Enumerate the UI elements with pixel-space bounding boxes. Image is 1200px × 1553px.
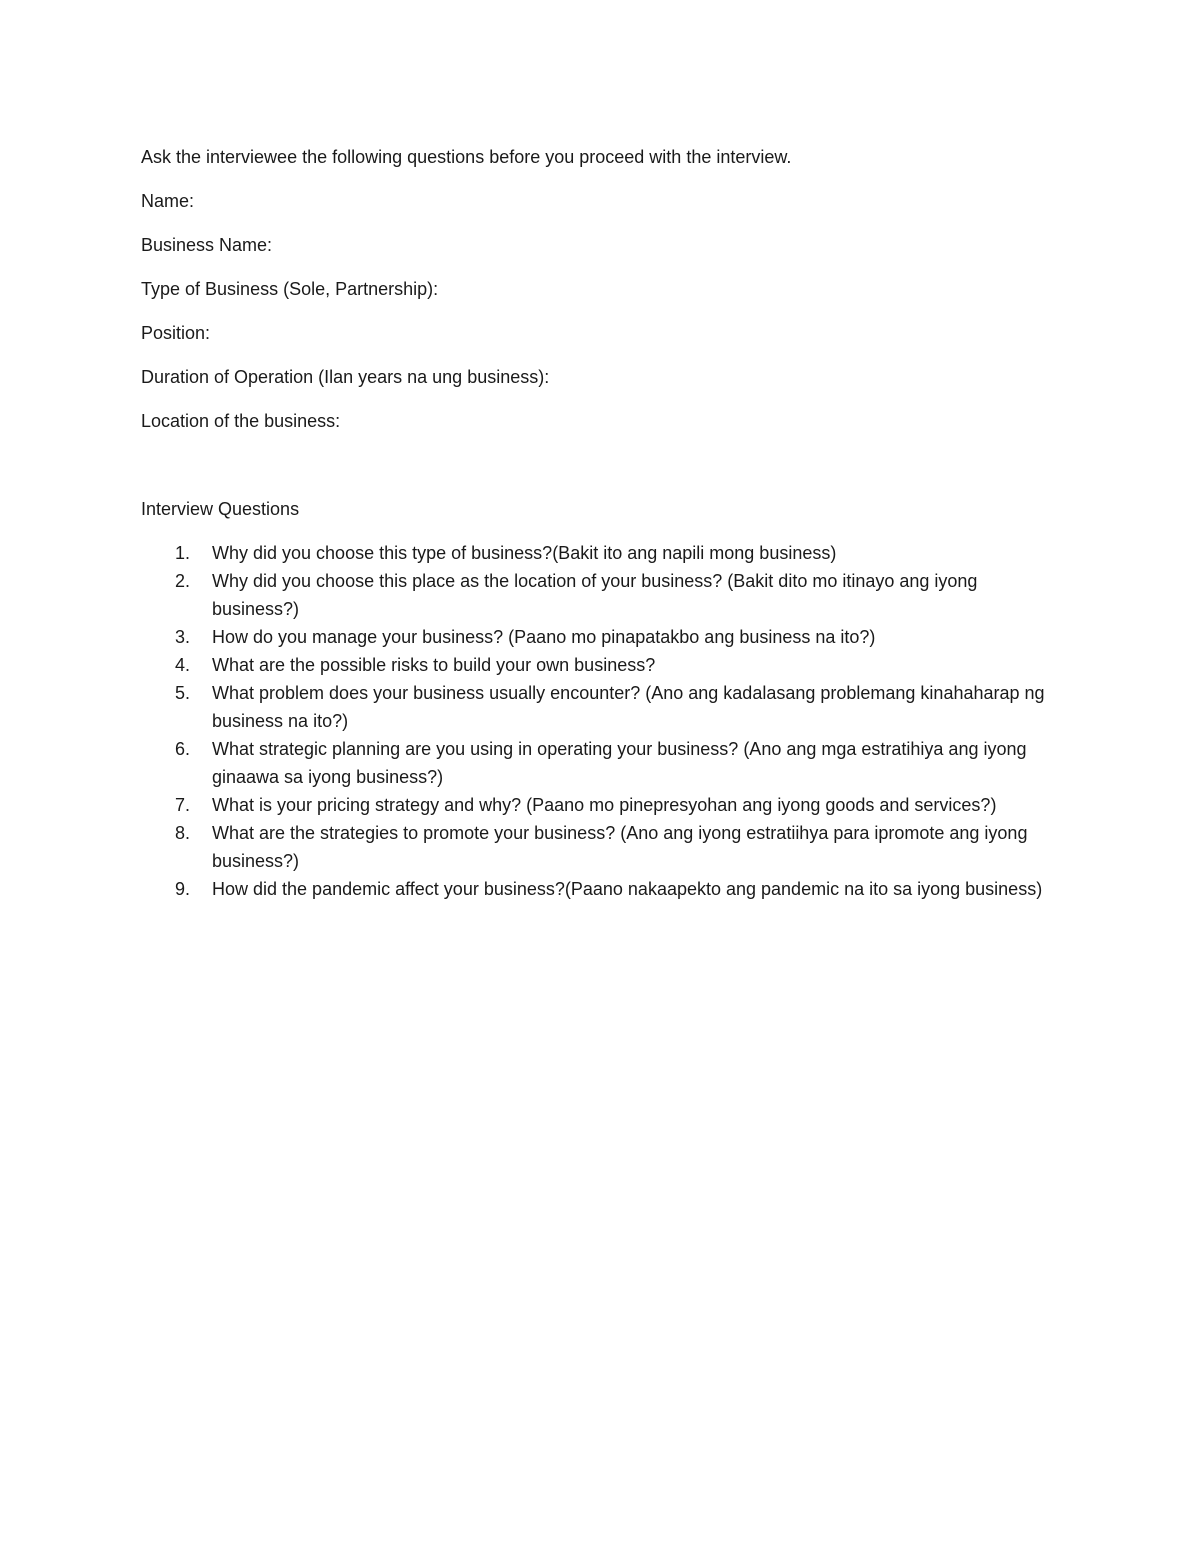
questions-list bbox=[141, 539, 1061, 903]
list-item bbox=[141, 679, 1061, 735]
section-title: Interview Questions bbox=[141, 499, 300, 519]
list-item bbox=[141, 567, 1061, 623]
question-number: 8. bbox=[175, 823, 191, 843]
question-number: 2. bbox=[175, 571, 191, 591]
field-position: Position: bbox=[141, 323, 211, 343]
question-text: How did the pandemic affect your business?(Paano nakaapekto ang pandemic na ito sa iyong business) bbox=[212, 879, 1043, 899]
field-location: Location of the business: bbox=[141, 411, 341, 431]
field-duration-of-operation: Duration of Operation (Ilan years na ung business): bbox=[141, 367, 550, 387]
question-number: 9. bbox=[175, 879, 191, 899]
section-spacer bbox=[141, 451, 1061, 495]
list-item bbox=[141, 623, 1061, 651]
question-number: 5. bbox=[175, 683, 191, 703]
question-number: 4. bbox=[175, 655, 191, 675]
list-item bbox=[141, 735, 1061, 791]
intro-text: Ask the interviewee the following questions before you proceed with the interview. bbox=[141, 147, 792, 167]
question-text: What strategic planning are you using in operating your business? (Ano ang mga estratihiya ang iyong ginaawa sa iyong business?) bbox=[212, 739, 1027, 787]
question-text: How do you manage your business? (Paano mo pinapatakbo ang business na ito?) bbox=[212, 627, 876, 647]
question-number: 7. bbox=[175, 795, 191, 815]
list-item bbox=[141, 819, 1061, 875]
question-text: Why did you choose this type of business?(Bakit ito ang napili mong business) bbox=[212, 543, 837, 563]
question-text: What problem does your business usually encounter? (Ano ang kadalasang problemang kinahaharap ng business na ito?) bbox=[212, 683, 1045, 731]
list-item bbox=[141, 651, 1061, 679]
question-number: 6. bbox=[175, 739, 191, 759]
question-text: What are the strategies to promote your business? (Ano ang iyong estratiihya para ipromote ang iyong business?) bbox=[212, 823, 1028, 871]
field-type-of-business: Type of Business (Sole, Partnership): bbox=[141, 279, 439, 299]
question-text: Why did you choose this place as the location of your business? (Bakit dito mo itinayo ang iyong business?) bbox=[212, 571, 978, 619]
document-body bbox=[141, 143, 1061, 903]
list-item bbox=[141, 791, 1061, 819]
field-name: Name: bbox=[141, 191, 195, 211]
question-text: What are the possible risks to build your own business? bbox=[212, 655, 656, 675]
question-number: 3. bbox=[175, 627, 191, 647]
question-text: What is your pricing strategy and why? (Paano mo pinepresyohan ang iyong goods and services?) bbox=[212, 795, 997, 815]
list-item bbox=[141, 875, 1061, 903]
field-business-name: Business Name: bbox=[141, 235, 273, 255]
list-item bbox=[141, 539, 1061, 567]
question-number: 1. bbox=[175, 543, 191, 563]
